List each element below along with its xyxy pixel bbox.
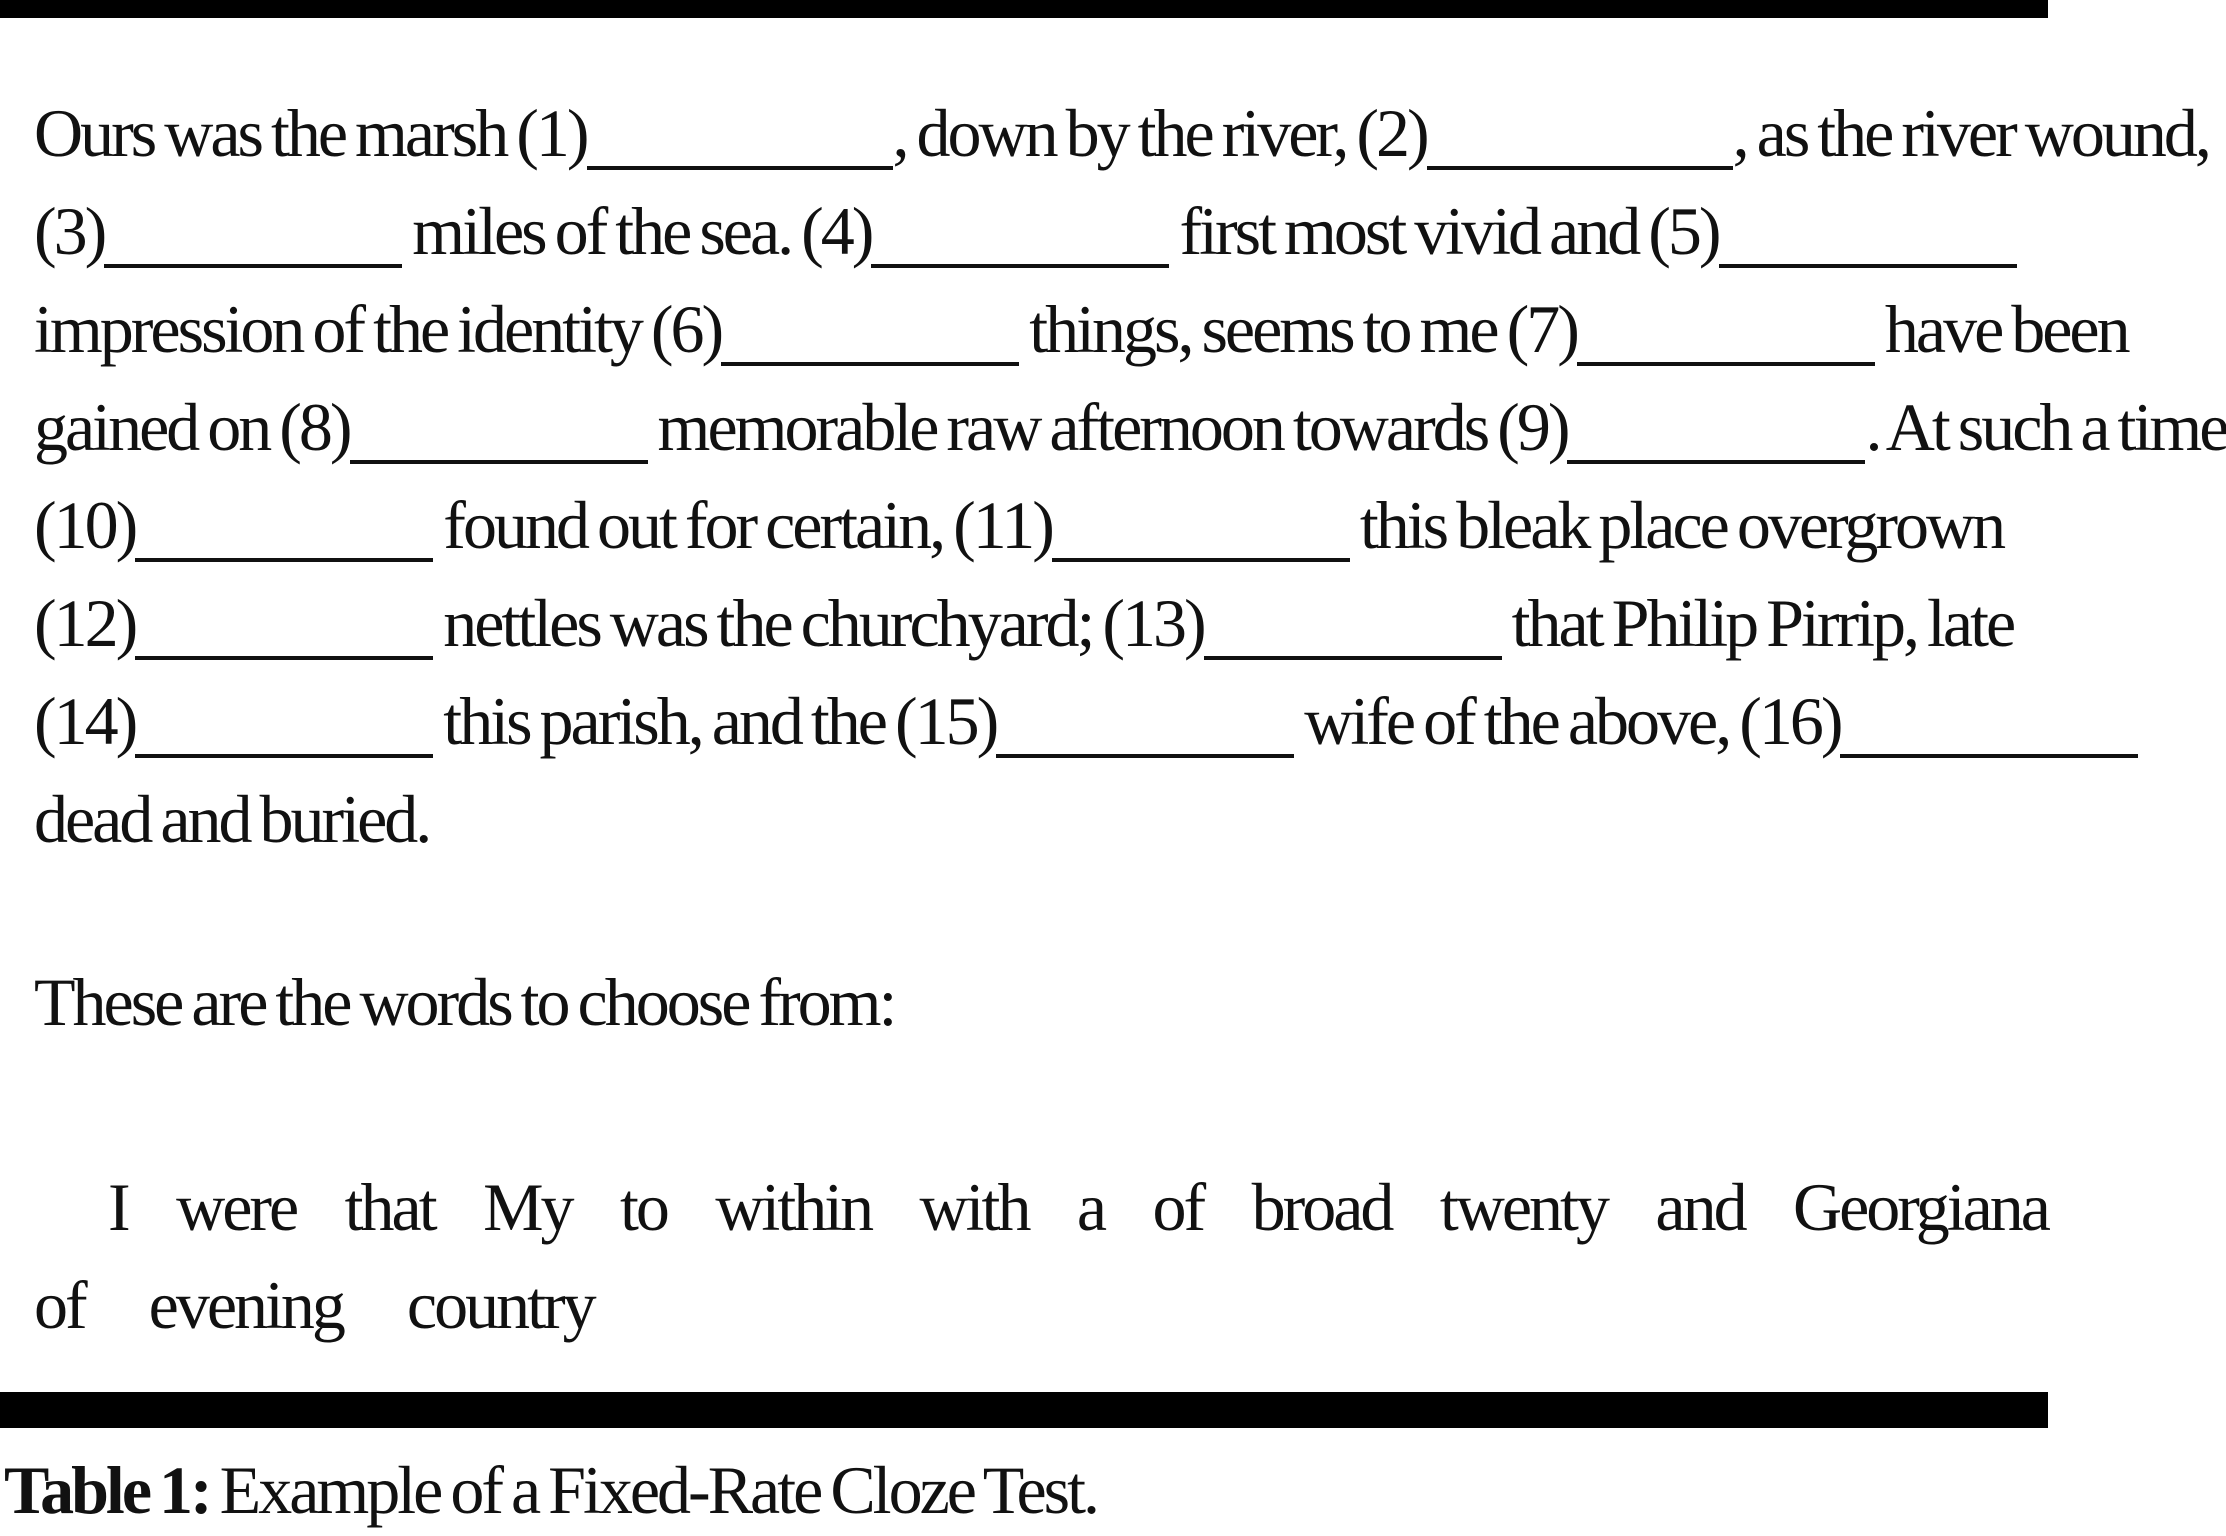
wordbank-word: Georgiana <box>1793 1169 2048 1245</box>
wordbank-word: twenty <box>1439 1169 1607 1245</box>
blank-15[interactable] <box>996 696 1294 758</box>
table-caption <box>4 1448 1097 1532</box>
wordbank-word: country <box>406 1267 594 1343</box>
passage-text: miles of the sea. (4) <box>402 193 872 269</box>
wordbank-word: My <box>483 1169 572 1245</box>
wordbank-word: and <box>1655 1169 1745 1245</box>
blank-14[interactable] <box>135 696 433 758</box>
wordbank-heading: These are the words to choose from: <box>34 964 895 1040</box>
wordbank-word: within <box>715 1169 872 1245</box>
blank-1[interactable] <box>587 108 893 170</box>
blank-5[interactable] <box>1719 206 2017 268</box>
passage-text: things, seems to me (7) <box>1019 291 1577 367</box>
passage-line-5 <box>34 476 2048 574</box>
wordbank-word: broad <box>1251 1169 1392 1245</box>
blank-7[interactable] <box>1577 304 1875 366</box>
passage-line-2 <box>34 182 2048 280</box>
wordbank-word: I <box>108 1169 128 1245</box>
blank-12[interactable] <box>135 598 433 660</box>
passage-text: first most vivid and (5) <box>1169 193 1719 269</box>
passage-text: Ours was the marsh (1) <box>34 95 587 171</box>
wordbank-row-1 <box>34 1158 2048 1256</box>
blank-2[interactable] <box>1427 108 1733 170</box>
top-rule <box>0 0 2048 18</box>
passage-text: (3) <box>34 193 105 269</box>
passage-text: , down by the river, (2) <box>892 95 1427 171</box>
passage-text: this parish, and the (15) <box>433 683 997 759</box>
blank-6[interactable] <box>721 304 1019 366</box>
caption-label: Table 1: <box>4 1452 210 1528</box>
wordbank-row-2 <box>34 1256 2048 1354</box>
passage-text: nettles was the churchyard; (13) <box>433 585 1204 661</box>
passage-text: impression of the identity (6) <box>34 291 722 367</box>
passage-text: (14) <box>34 683 136 759</box>
blank-9[interactable] <box>1567 402 1865 464</box>
caption-text: Example of a Fixed-Rate Cloze Test. <box>209 1452 1098 1528</box>
blank-11[interactable] <box>1052 500 1350 562</box>
blank-4[interactable] <box>871 206 1169 268</box>
wordbank-word: evening <box>148 1267 343 1343</box>
wordbank <box>34 1158 2048 1354</box>
passage-text: (10) <box>34 487 136 563</box>
wordbank-word: of <box>34 1267 85 1343</box>
blank-16[interactable] <box>1840 696 2138 758</box>
passage-text: this bleak place overgrown <box>1349 487 2004 563</box>
passage-line-8 <box>34 770 2048 868</box>
wordbank-word: with <box>919 1169 1029 1245</box>
passage-line-1 <box>34 84 2209 182</box>
passage-line-4 <box>34 378 2226 476</box>
blank-10[interactable] <box>135 500 433 562</box>
passage-text: found out for certain, (11) <box>433 487 1052 563</box>
passage-line-6 <box>34 574 2048 672</box>
passage-line-7 <box>34 672 2048 770</box>
cloze-passage <box>34 84 2226 868</box>
wordbank-word: that <box>344 1169 435 1245</box>
passage-text: memorable raw afternoon towards (9) <box>647 389 1568 465</box>
blank-13[interactable] <box>1204 598 1502 660</box>
blank-8[interactable] <box>350 402 648 464</box>
blank-3[interactable] <box>104 206 402 268</box>
wordbank-word: to <box>619 1169 667 1245</box>
passage-text: dead and buried. <box>34 781 430 857</box>
passage-text: gained on (8) <box>34 389 350 465</box>
wordbank-word: a <box>1076 1169 1105 1245</box>
passage-text: . At such a time <box>1865 389 2226 465</box>
passage-text: wife of the above, (16) <box>1294 683 1841 759</box>
passage-text: , as the river wound, <box>1732 95 2209 171</box>
passage-text: that Philip Pirrip, late <box>1501 585 2014 661</box>
wordbank-word: of <box>1152 1169 1204 1245</box>
passage-text: have been <box>1874 291 2128 367</box>
wordbank-word: were <box>176 1169 297 1245</box>
passage-text: (12) <box>34 585 136 661</box>
bottom-rule <box>0 1392 2048 1428</box>
passage-line-3 <box>34 280 2128 378</box>
